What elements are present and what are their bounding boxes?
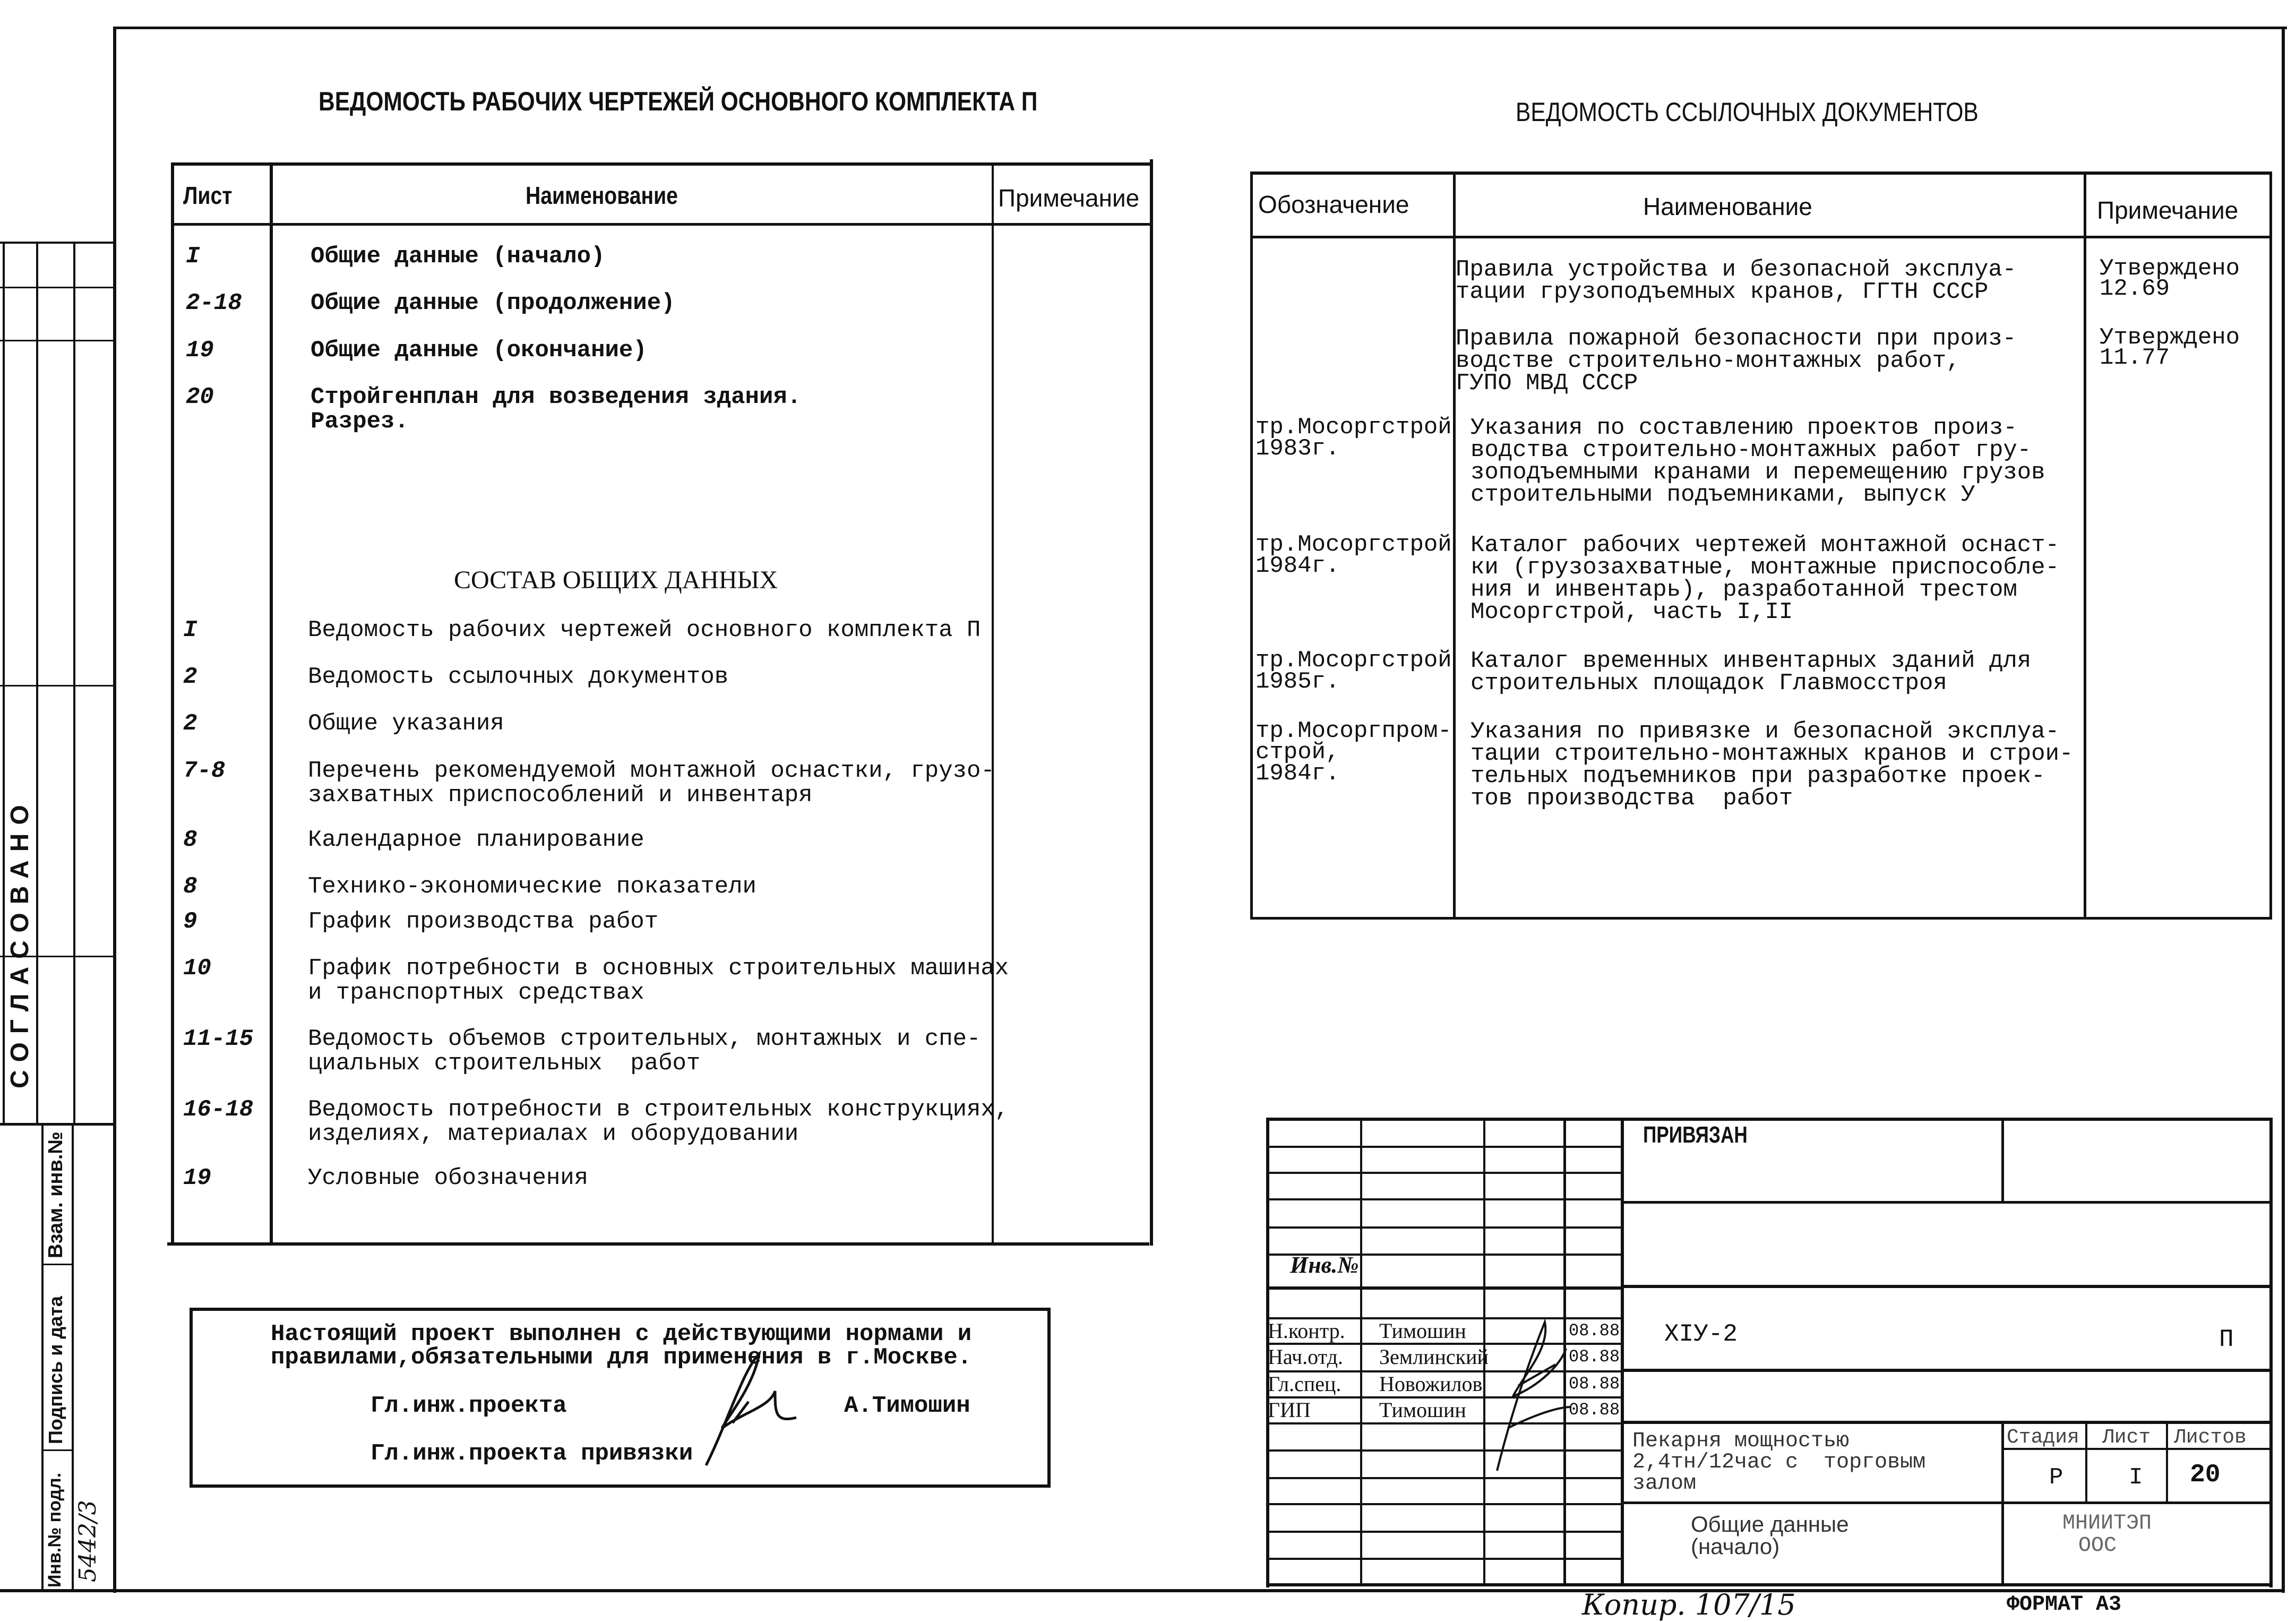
table-row-name: Общие данные (окончание) (311, 337, 647, 364)
signature-name: Землинский (1379, 1345, 1489, 1369)
frame-bottom (0, 1589, 2285, 1592)
ref-row-name: Мосоргстрой, часть I,II (1471, 599, 1793, 625)
ref-row-name: Правила пожарной безопасности при произ- (1456, 325, 2017, 352)
frame-top (113, 27, 2287, 29)
table-row-name: Общие данные (начало) (311, 243, 605, 270)
table-row-name: Общие указания (308, 710, 504, 737)
ref-row-name: тации грузоподъемных кранов, ГГТН СССР (1456, 279, 1989, 305)
sheet-title-1: Общие данные (1691, 1512, 1849, 1537)
col-header-sheet: Лист (183, 182, 233, 209)
sheet-value: I (2129, 1464, 2143, 1491)
ref-row-name: тов производства работ (1471, 785, 1793, 812)
ref-row-name: водства строительно-монтажных работ гру- (1471, 437, 2032, 464)
ref-row-name: Указания по составлению проектов произ- (1471, 415, 2017, 441)
ref-row-name: тельных подъемников при разработке проек- (1471, 763, 2045, 789)
signature-role: Н.контр. (1268, 1319, 1345, 1343)
signature-date: 08.88 (1569, 1347, 1620, 1367)
ref-row-name: ки (грузозахватные, монтажные приспособле- (1471, 554, 2059, 581)
table-row-name: Ведомость ссылочных документов (308, 664, 729, 690)
ref-row-name: ГУПО МВД СССР (1456, 370, 1638, 397)
replaced-inv-label: Взам. инв.№ (45, 1131, 67, 1258)
binding-engineer-label: Гл.инж.проекта привязки (371, 1440, 693, 1467)
table-row-sheet: 2 (183, 664, 197, 690)
table-row-name: Ведомость потребности в строительных конструкциях, (308, 1096, 1009, 1123)
ref-row-name: Указания по привязке и безопасной эксплуа- (1471, 718, 2059, 745)
table-row-name: Перечень рекомендуемой монтажной оснастки, грузо- (308, 758, 995, 784)
organization-2: ООС (2078, 1534, 2117, 1558)
stamp-row-line (1266, 1226, 1622, 1229)
col-header-designation: Обозначение (1258, 191, 1409, 218)
ref-row-designation: 1983г. (1256, 435, 1340, 462)
stamp-row-line (1266, 1558, 1622, 1560)
signature-name: Новожилов (1379, 1372, 1483, 1396)
signature-date: 08.88 (1569, 1321, 1620, 1341)
signature-date: 08.88 (1569, 1374, 1620, 1394)
stamp-row-line (1266, 1146, 1622, 1148)
ref-row-designation: 1984г. (1256, 553, 1340, 579)
signature-role: ГИП (1268, 1398, 1311, 1422)
table-row-name: Ведомость рабочих чертежей основного комплекта П (308, 617, 981, 643)
signatures-scribble (1476, 1269, 1582, 1481)
col-header-name: Наименование (526, 182, 678, 209)
signature-name: Тимошин (1379, 1319, 1466, 1343)
table-row-name: циальных строительных работ (308, 1050, 701, 1077)
ref-row-designation: тр.Мосоргстрой (1256, 414, 1452, 441)
table-row-name: Технико-экономические показатели (308, 873, 756, 900)
table-row-name: Разрез. (311, 408, 409, 435)
approved-label: СОГЛАСОВАНО (6, 796, 34, 1088)
table-row-name: Календарное планирование (308, 827, 644, 853)
inv-label: Инв.№ (1290, 1252, 1359, 1278)
frame-left (113, 27, 116, 1593)
stamp-row-line (1266, 1531, 1622, 1533)
ref-row-name: водстве строительно-монтажных работ, (1456, 348, 1960, 374)
ref-row-name: ния и инвентарь), разработанной трестом (1471, 577, 2017, 603)
table-row-sheet: 2 (183, 710, 197, 737)
ref-row-designation: строй, (1256, 739, 1340, 766)
table-row-sheet: 19 (186, 337, 214, 364)
ref-row-note: 12.69 (2100, 276, 2170, 302)
format-label: ФОРМАТ А3 (2007, 1593, 2122, 1617)
ref-row-note: 11.77 (2100, 345, 2170, 371)
set-mark: П (2219, 1326, 2234, 1353)
table-row-name: Стройгенплан для возведения здания. (311, 384, 802, 410)
table-row-name: изделиях, материалах и оборудовании (308, 1121, 799, 1147)
table-row-name: Ведомость объемов строительных, монтажных и спе- (308, 1026, 981, 1052)
signature-name: Тимошин (1379, 1398, 1466, 1422)
bound-label: ПРИВЯЗАН (1643, 1122, 1748, 1148)
ref-row-name: зоподъемными кранами и перемещению грузов (1471, 459, 2045, 486)
ref-row-name: строительными подъемниками, выпуск У (1471, 482, 1975, 508)
ref-row-designation: тр.Мосоргстрой (1256, 647, 1452, 674)
table-row-sheet: 8 (183, 873, 197, 900)
project-code: XIУ-2 (1664, 1320, 1738, 1348)
ref-row-note: Утверждено (2100, 324, 2240, 351)
copied-mark: Копир. 107/15 (1582, 1588, 1796, 1621)
ref-row-name: строительных площадок Главмосстроя (1471, 670, 1947, 697)
table-row-name: График потребности в основных строительных машинах (308, 955, 1009, 982)
table-row-sheet: 20 (186, 384, 214, 410)
sheet-label: Лист (2102, 1426, 2151, 1449)
object-name-2: 2,4тн/12час с торговым (1632, 1451, 1926, 1474)
ref-row-designation: тр.Мосоргстрой (1256, 531, 1452, 558)
table-row-sheet: I (183, 617, 197, 643)
sheet-title-2: (начало) (1691, 1534, 1780, 1559)
compliance-text-1: Настоящий проект выполнен с действующими нормами и (271, 1321, 972, 1348)
object-name-1: Пекарня мощностью (1632, 1429, 1850, 1453)
stage-label: Стадия (2007, 1426, 2079, 1449)
table-row-sheet: 2-18 (186, 290, 242, 316)
table-row-name: Общие данные (продолжение) (311, 290, 675, 316)
table-row-sheet: I (186, 243, 200, 270)
table-row-sheet: 7-8 (183, 758, 226, 784)
signature-date-label: Подпись и дата (45, 1296, 66, 1444)
table-row-sheet: 19 (183, 1165, 211, 1191)
table-row-sheet: 16-18 (183, 1096, 254, 1123)
table-row-sheet: 10 (183, 955, 211, 982)
col-header-note: Примечание (2097, 196, 2239, 224)
stamp-row-line (1266, 1198, 1622, 1200)
table-row-name: и транспортных средствах (308, 980, 644, 1006)
sheets-value: 20 (2190, 1461, 2221, 1489)
ref-row-name: Каталог рабочих чертежей монтажной оснаст- (1471, 532, 2059, 559)
col-header-note: Примечание (998, 184, 1140, 212)
ref-row-note: Утверждено (2100, 255, 2240, 282)
chief-engineer-name: А.Тимошин (844, 1393, 970, 1419)
inv-original-label: Инв.№ подл. (45, 1472, 65, 1587)
ref-row-designation: тр.Мосоргпром- (1256, 718, 1452, 744)
ref-row-name: Каталог временных инвентарных зданий для (1471, 648, 2032, 674)
sheets-label: Листов (2174, 1426, 2247, 1449)
frame-right (2282, 27, 2285, 1593)
table-row-name: захватных приспособлений и инвентаря (308, 782, 813, 809)
stage-value: Р (2049, 1464, 2063, 1491)
ref-row-designation: 1985г. (1256, 668, 1340, 695)
left-title: ВЕДОМОСТЬ РАБОЧИХ ЧЕРТЕЖЕЙ ОСНОВНОГО КОМПЛЕКТА П (319, 87, 1038, 116)
table-row-sheet: 11-15 (183, 1026, 254, 1052)
inv-number: 5442/3 (74, 1500, 101, 1582)
general-data-subheading: СОСТАВ ОБЩИХ ДАННЫХ (454, 566, 778, 594)
stamp-row-line (1266, 1172, 1622, 1174)
chief-engineer-label: Гл.инж.проекта (371, 1393, 567, 1419)
table-row-sheet: 8 (183, 827, 197, 853)
table-row-name: График производства работ (308, 908, 659, 935)
signature-date: 08.88 (1569, 1400, 1620, 1420)
ref-row-name: тации строительно-монтажных кранов и строи- (1471, 741, 2074, 767)
signature-role: Гл.спец. (1268, 1372, 1342, 1396)
organization-1: МНИИТЭП (2062, 1512, 2152, 1535)
signature-role: Нач.отд. (1268, 1345, 1343, 1369)
object-name-3: залом (1632, 1472, 1697, 1496)
reference-title: ВЕДОМОСТЬ ССЫЛОЧНЫХ ДОКУМЕНТОВ (1516, 97, 1979, 127)
col-header-name: Наименование (1643, 193, 1812, 220)
table-row-name: Условные обозначения (308, 1165, 589, 1191)
signature (695, 1338, 828, 1471)
ref-row-name: Правила устройства и безопасной эксплуа- (1456, 256, 2017, 283)
compliance-text-2: правилами,обязательными для применения в г.Москве. (271, 1344, 972, 1371)
stamp-row-line (1266, 1503, 1622, 1505)
table-row-sheet: 9 (183, 908, 197, 935)
ref-row-designation: 1984г. (1256, 760, 1340, 787)
